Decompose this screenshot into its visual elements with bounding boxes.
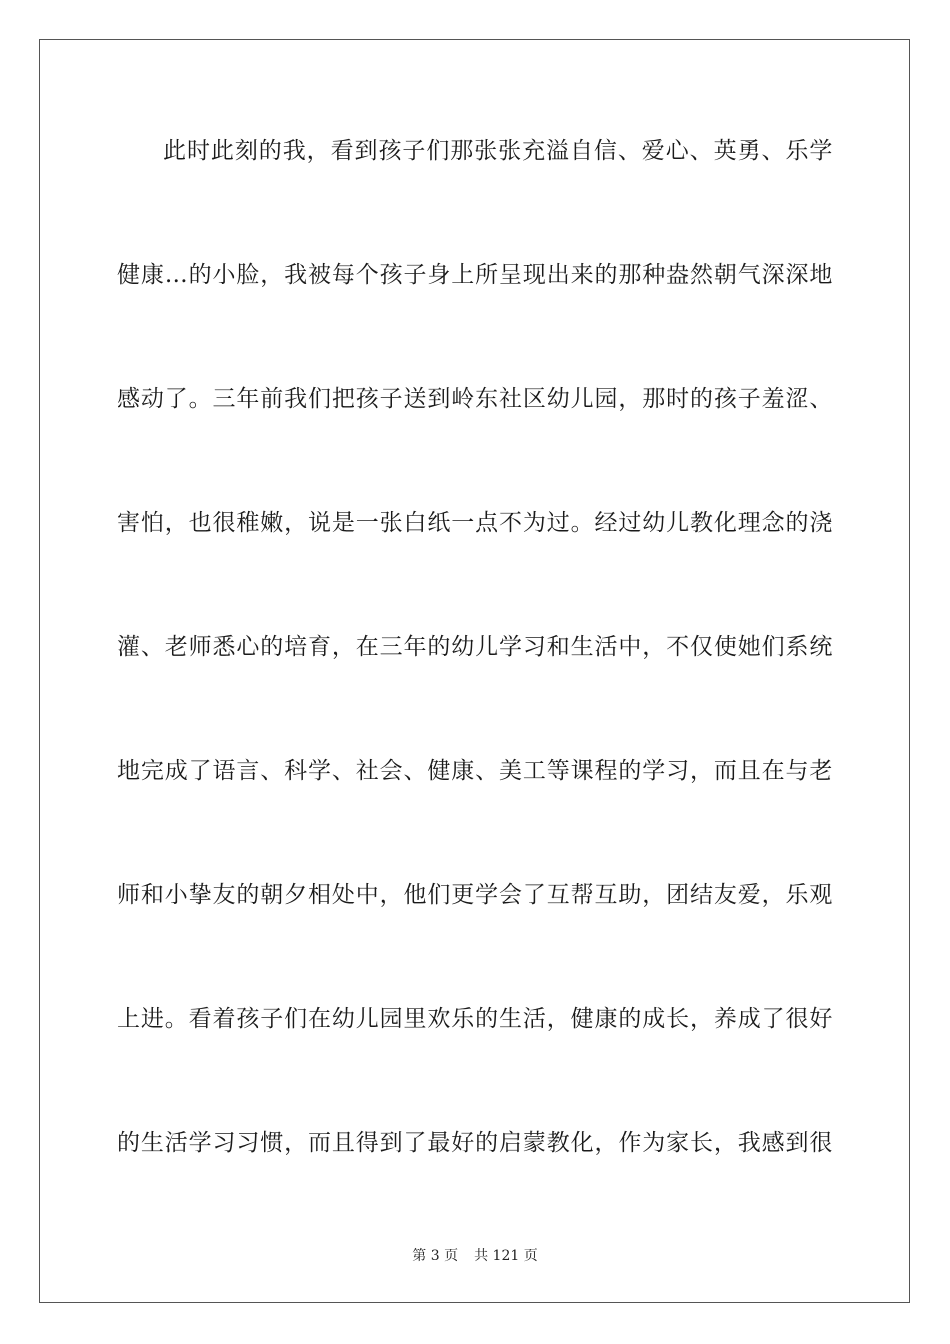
paragraph-line-2: 健康…的小脸，我被每个孩子身上所呈现出来的那种盎然朝气深深地 — [117, 262, 833, 288]
paragraph-line-1: 此时此刻的我，看到孩子们那张张充溢自信、爱心、英勇、乐学 — [163, 138, 833, 164]
page-total: 共 121 页 — [474, 1248, 538, 1264]
paragraph-line-5: 灌、老师悉心的培育，在三年的幼儿学习和生活中，不仅使她们系统 — [117, 634, 833, 660]
paragraph-line-7: 师和小挚友的朝夕相处中，他们更学会了互帮互助，团结友爱，乐观 — [117, 882, 833, 908]
paragraph-line-6: 地完成了语言、科学、社会、健康、美工等课程的学习，而且在与老 — [117, 758, 833, 784]
page-number: 第 3 页 — [412, 1248, 459, 1264]
paragraph-line-4: 害怕，也很稚嫩，说是一张白纸一点不为过。经过幼儿教化理念的浇 — [117, 510, 833, 536]
page-border — [39, 39, 910, 1303]
paragraph-line-8: 上进。看着孩子们在幼儿园里欢乐的生活，健康的成长，养成了很好 — [117, 1006, 833, 1032]
paragraph-line-9: 的生活学习习惯，而且得到了最好的启蒙教化，作为家长，我感到很 — [117, 1130, 833, 1156]
page-footer — [0, 1247, 950, 1265]
paragraph-line-3: 感动了。三年前我们把孩子送到岭东社区幼儿园，那时的孩子羞涩、 — [117, 386, 833, 412]
